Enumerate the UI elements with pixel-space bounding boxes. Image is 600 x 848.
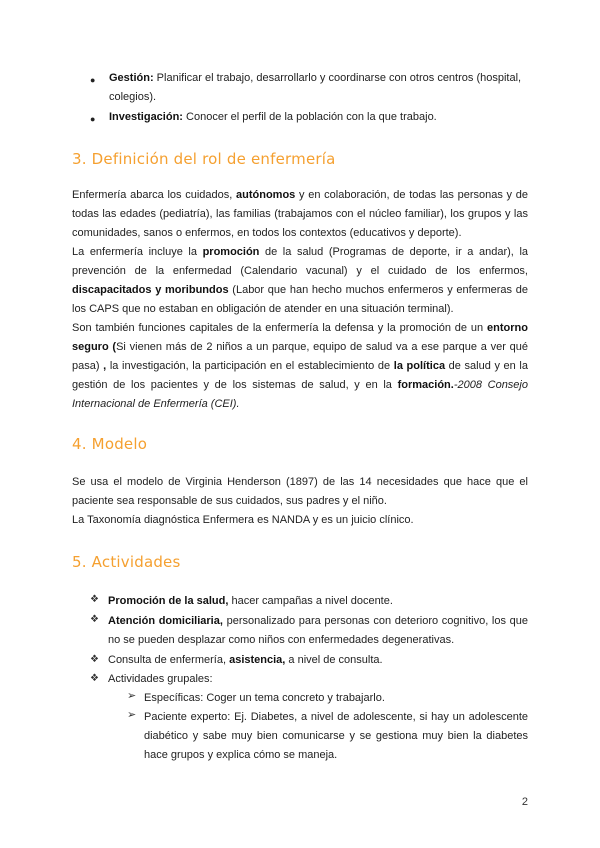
activity-item: Consulta de enfermería, asistencia, a nivel de consulta. <box>108 654 383 666</box>
activity-item: Atención domiciliaria, personalizado para personas con deterioro cognitivo, los que no se pueden desplazar como niños con enfermedades degenerativas. <box>108 615 528 646</box>
bullet-icon: ● <box>90 114 96 124</box>
section-3-paragraph-2: La enfermería incluye la promoción de la salud (Programas de deporte, ir a andar), la prevención de la enfermedad (Calendario vacunal) y el cuidado de los enfermos, discapacitados y moribundos (Labor que han hecho muchos enfermeros y enfermeras de los CAPS que no estaban en obligación de atender en una situación terminal). <box>72 246 529 315</box>
bullet-investigacion: Investigación: Conocer el perfil de la población con la que trabajo. <box>109 111 437 123</box>
bold-term: Gestión: <box>109 72 154 84</box>
section-3-paragraph-3: Son también funciones capitales de la enfermería la defensa y la promoción de un entorno seguro (Si vienen más de 2 niños a un parque, equipo de salud va a ese parque a ver qué pasa) , la investigación, la participación en el establecimiento de la política de salud y en la gestión de los pacientes y de los sistemas de salud, y en la formación.-2008 Consejo Internacional de Enfermería (CEI). <box>72 322 528 410</box>
activity-item: Promoción de la salud, hacer campañas a nivel docente. <box>108 595 393 607</box>
section-4-heading: 4. Modelo <box>72 435 148 453</box>
bullet-icon: ● <box>90 75 96 85</box>
arrow-bullet-icon: ➢ <box>127 690 137 702</box>
sub-activity-item: Paciente experto: Ej. Diabetes, a nivel de adolescente, si hay un adolescente diabético y sabe muy bien comunicarse y se gestiona muy bien la diabetes hace grupos y explica cómo se maneja. <box>144 711 528 761</box>
bullet-gestion: Gestión: Planificar el trabajo, desarrollarlo y coordinarse con otros centros (hospital, colegios). <box>109 72 522 103</box>
section-3-heading: 3. Definición del rol de enfermería <box>72 150 336 168</box>
diamond-bullet-icon: ❖ <box>90 614 99 625</box>
page-number: 2 <box>521 796 528 808</box>
section-3-paragraph-1: Enfermería abarca los cuidados, autónomos y en colaboración, de todas las personas y de todas las edades (pediatría), las familias (trabajamos con el núcleo familiar), los grupos y las comunidades, sanos o enfermos, en todos los contextos (educativos y deporte). <box>72 189 528 239</box>
sub-activity-item: Específicas: Coger un tema concreto y trabajarlo. <box>144 692 385 704</box>
arrow-bullet-icon: ➢ <box>127 709 137 721</box>
bold-term: Investigación: <box>109 111 183 123</box>
section-4-paragraph: Se usa el modelo de Virginia Henderson (1897) de las 14 necesidades que hace que el paciente sea responsable de sus cuidados, sus padres y el niño. La Taxonomía diagnóstica Enfermera es NANDA y es un juicio clínico. <box>72 476 528 526</box>
section-5-heading: 5. Actividades <box>72 553 181 571</box>
activity-item: Actividades grupales: <box>108 673 213 685</box>
diamond-bullet-icon: ❖ <box>90 594 99 605</box>
diamond-bullet-icon: ❖ <box>90 654 99 665</box>
diamond-bullet-icon: ❖ <box>90 673 99 684</box>
